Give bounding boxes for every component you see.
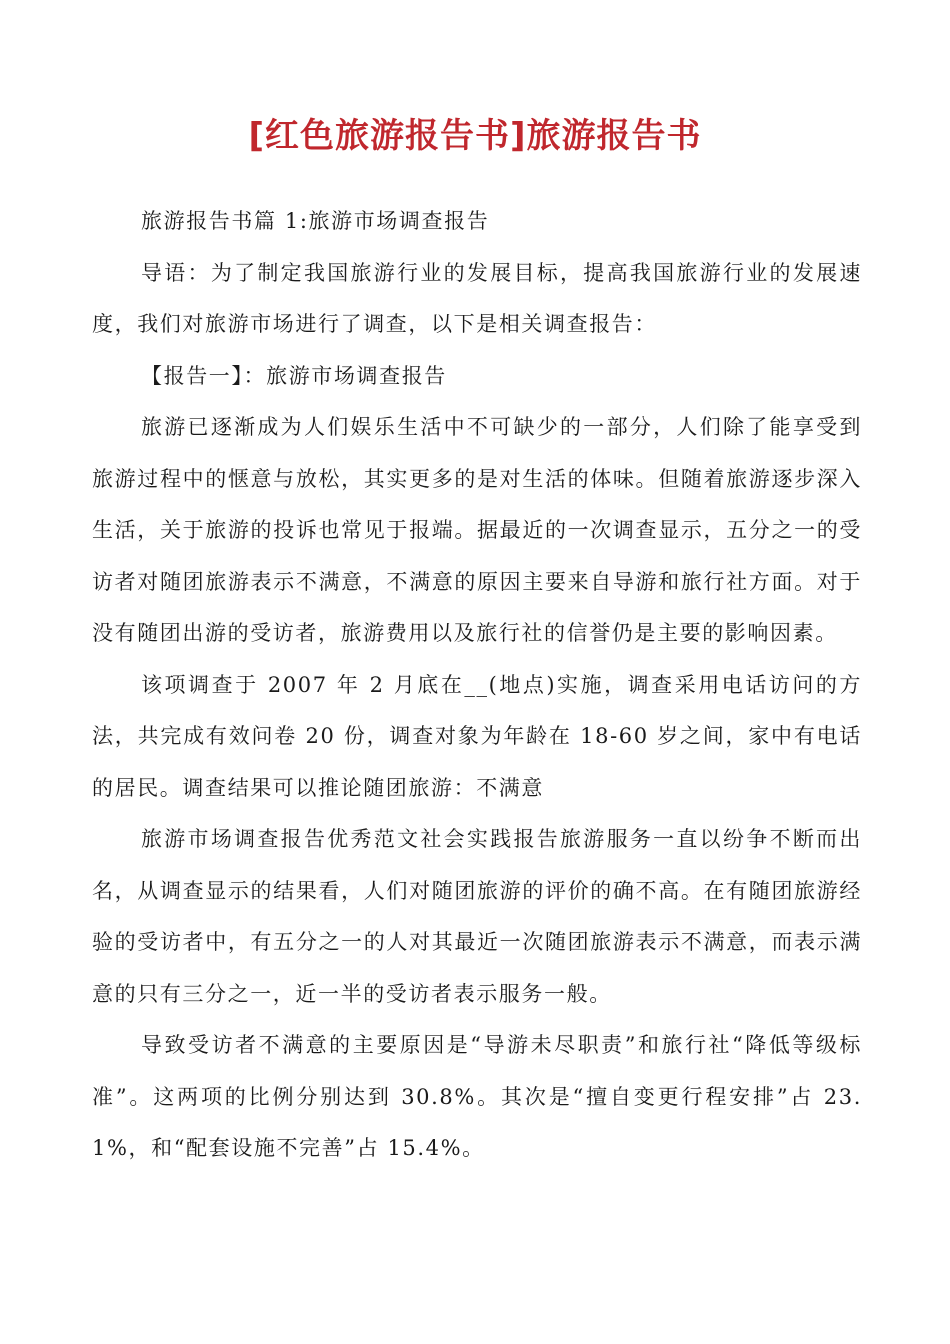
document-title: [红色旅游报告书]旅游报告书 [248,115,702,156]
body-paragraph: 旅游已逐渐成为人们娱乐生活中不可缺少的一部分，人们除了能享受到旅游过程中的惬意与放松，其实更多的是对生活的体味。但随着旅游逐步深入生活，关于旅游的投诉也常见于报端。据最近的一次调查显示，五分之一的受访者对随团旅游表示不满意，不满意的原因主要来自导游和旅行社方面。对于没有随团出游的受访者，旅游费用以及旅行社的信誉仍是主要的影响因素。 [92,415,862,645]
report-heading: 【报告一】：旅游市场调查报告 [141,363,447,388]
body-paragraph: 导致受访者不满意的主要原因是“导游未尽职责”和旅行社“降低等级标准”。这两项的比例分别达到 30.8%。其次是“擅自变更行程安排”占 23.1%，和“配套设施不完善”占 15.4%。 [92,1033,862,1160]
body-paragraph: 旅游市场调查报告优秀范文社会实践报告旅游服务一直以纷争不断而出名，从调查显示的结果看，人们对随团旅游的评价的确不高。在有随团旅游经验的受访者中，有五分之一的人对其最近一次随团旅游表示不满意，而表示满意的只有三分之一，近一半的受访者表示服务一般。 [92,827,862,1006]
document-body [92,196,862,1175]
body-paragraph: 该项调查于 2007 年 2 月底在__(地点)实施，调查采用电话访问的方法，共完成有效问卷 20 份，调查对象为年龄在 18-60 岁之间，家中有电话的居民。调查结果可以推论随团旅游：不满意 [92,672,862,800]
section-heading: 旅游报告书篇 1:旅游市场调查报告 [141,209,490,233]
intro-paragraph: 导语：为了制定我国旅游行业的发展目标，提高我国旅游行业的发展速度，我们对旅游市场进行了调查，以下是相关调查报告： [92,260,862,336]
